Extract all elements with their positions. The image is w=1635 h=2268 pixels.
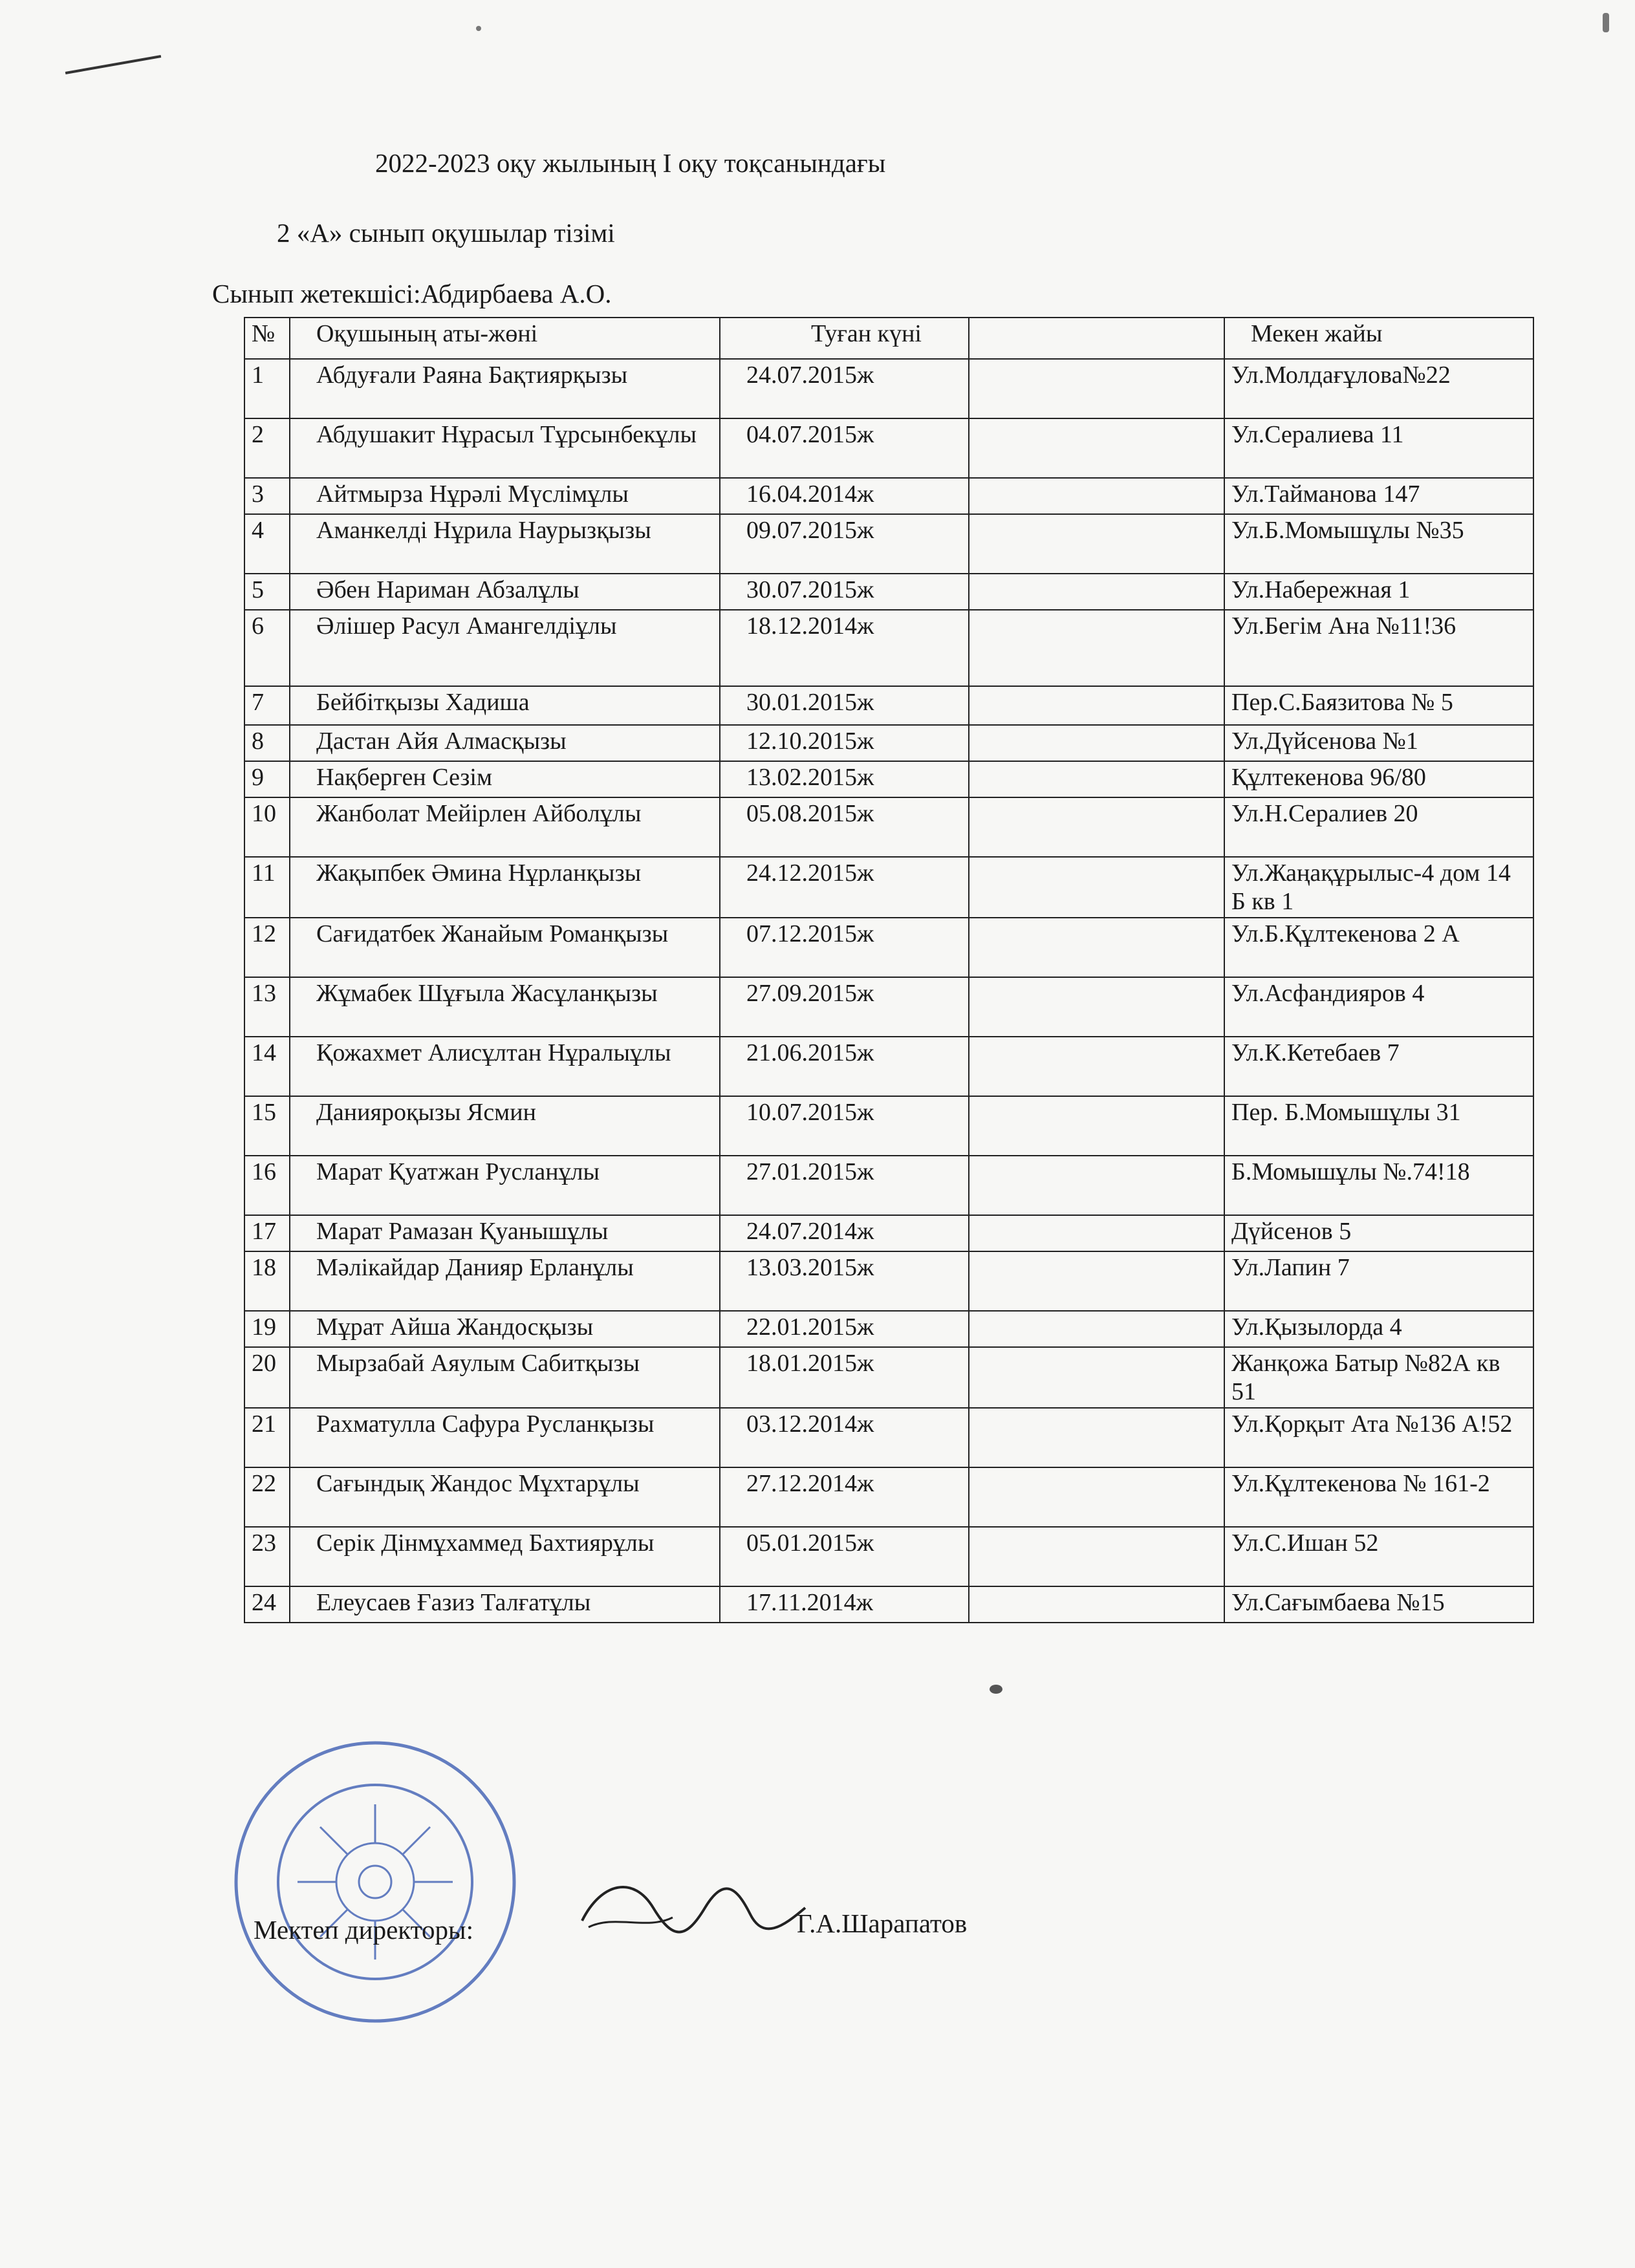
birth-date: 18.12.2014ж — [720, 610, 969, 686]
blank-cell — [969, 1311, 1224, 1347]
blank-cell — [969, 1527, 1224, 1586]
birth-date: 27.12.2014ж — [720, 1467, 969, 1527]
student-name: Нақберген Сезім — [290, 761, 720, 797]
row-number: 23 — [244, 1527, 290, 1586]
table-row — [244, 686, 1533, 725]
student-name: Дастан Айя Алмасқызы — [290, 725, 720, 761]
blank-cell — [969, 1037, 1224, 1096]
speck — [476, 26, 481, 31]
home-address: Ул.Молдағұлова№22 — [1224, 359, 1533, 418]
table-row — [244, 1096, 1533, 1156]
table-row — [244, 857, 1533, 918]
student-name: Серік Дінмұхаммед Бахтиярұлы — [290, 1527, 720, 1586]
student-name: Жақыпбек Әмина Нұрланқызы — [290, 857, 720, 918]
blank-cell — [969, 1215, 1224, 1251]
blank-column — [969, 318, 1224, 359]
birth-date: 16.04.2014ж — [720, 478, 969, 514]
birth-date: 24.12.2015ж — [720, 857, 969, 918]
student-name: Қожахмет Алисұлтан Нұралыұлы — [290, 1037, 720, 1096]
blank-cell — [969, 359, 1224, 418]
pen-mark — [65, 55, 161, 74]
birth-date: 24.07.2014ж — [720, 1215, 969, 1251]
student-name: Данияроқызы Ясмин — [290, 1096, 720, 1156]
blank-cell — [969, 761, 1224, 797]
director-label: Мектеп директоры: — [254, 1915, 473, 1945]
blank-cell — [969, 797, 1224, 857]
birth-date: 27.01.2015ж — [720, 1156, 969, 1215]
row-number: 18 — [244, 1251, 290, 1311]
row-number: 13 — [244, 977, 290, 1037]
home-address: Ул.Бегім Ана №11!36 — [1224, 610, 1533, 686]
home-address: Ул.Қызылорда 4 — [1224, 1311, 1533, 1347]
row-number: 10 — [244, 797, 290, 857]
row-number: 1 — [244, 359, 290, 418]
birth-date: 07.12.2015ж — [720, 918, 969, 977]
row-number: 5 — [244, 574, 290, 610]
table-header-row — [244, 318, 1533, 359]
home-address: Ул.Б.Момышұлы №35 — [1224, 514, 1533, 574]
student-name: Әбен Нариман Абзалұлы — [290, 574, 720, 610]
student-name: Рахматулла Сафура Русланқызы — [290, 1408, 720, 1467]
table-row — [244, 918, 1533, 977]
table-row — [244, 725, 1533, 761]
blank-cell — [969, 1408, 1224, 1467]
student-name: Марат Қуатжан Русланұлы — [290, 1156, 720, 1215]
row-number: 4 — [244, 514, 290, 574]
birth-date: 27.09.2015ж — [720, 977, 969, 1037]
table-row — [244, 761, 1533, 797]
home-address: Пер. Б.Момышұлы 31 — [1224, 1096, 1533, 1156]
table-row — [244, 1467, 1533, 1527]
row-number: 11 — [244, 857, 290, 918]
row-number: 9 — [244, 761, 290, 797]
student-name: Абдушакит Нұрасыл Тұрсынбекұлы — [290, 418, 720, 478]
row-number: 19 — [244, 1311, 290, 1347]
birth-date: 21.06.2015ж — [720, 1037, 969, 1096]
row-number: 22 — [244, 1467, 290, 1527]
student-name: Сағындық Жандос Мұхтарұлы — [290, 1467, 720, 1527]
birth-date: 18.01.2015ж — [720, 1347, 969, 1408]
table-row — [244, 574, 1533, 610]
home-address: Құлтекенова 96/80 — [1224, 761, 1533, 797]
blank-cell — [969, 1096, 1224, 1156]
home-address: Пер.С.Баязитова № 5 — [1224, 686, 1533, 725]
birth-date: 10.07.2015ж — [720, 1096, 969, 1156]
row-number: 16 — [244, 1156, 290, 1215]
table-row — [244, 478, 1533, 514]
table-row — [244, 1586, 1533, 1623]
table-row — [244, 1347, 1533, 1408]
student-name: Әлішер Расул Амангелдіұлы — [290, 610, 720, 686]
birth-date: 22.01.2015ж — [720, 1311, 969, 1347]
home-address: Ул.С.Ишан 52 — [1224, 1527, 1533, 1586]
blank-cell — [969, 686, 1224, 725]
blank-cell — [969, 514, 1224, 574]
blank-cell — [969, 1586, 1224, 1623]
director-name: Г.А.Шарапатов — [797, 1908, 968, 1938]
home-address: Ул.К.Кетебаев 7 — [1224, 1037, 1533, 1096]
home-address: Ул.Сағымбаева №15 — [1224, 1586, 1533, 1623]
student-name: Аманкелді Нұрила Наурызқызы — [290, 514, 720, 574]
row-number: 7 — [244, 686, 290, 725]
student-name: Елеусаев Ғазиз Талғатұлы — [290, 1586, 720, 1623]
student-name: Абдуғали Раяна Бақтиярқызы — [290, 359, 720, 418]
student-name: Марат Рамазан Қуанышұлы — [290, 1215, 720, 1251]
birth-date: 13.03.2015ж — [720, 1251, 969, 1311]
home-address: Ул.Тайманова 147 — [1224, 478, 1533, 514]
speck — [1603, 13, 1609, 32]
blank-cell — [969, 918, 1224, 977]
birth-date: 24.07.2015ж — [720, 359, 969, 418]
table-row — [244, 1527, 1533, 1586]
home-address: Ул.Лапин 7 — [1224, 1251, 1533, 1311]
home-address: Ул.Асфандияров 4 — [1224, 977, 1533, 1037]
col-header-address: Мекен жайы — [1224, 318, 1533, 359]
table-row — [244, 359, 1533, 418]
row-number: 24 — [244, 1586, 290, 1623]
row-number: 15 — [244, 1096, 290, 1156]
birth-date: 05.01.2015ж — [720, 1527, 969, 1586]
col-header-name: Оқушының аты-жөні — [290, 318, 720, 359]
home-address: Ул.Қорқыт Ата №136 А!52 — [1224, 1408, 1533, 1467]
table-row — [244, 1408, 1533, 1467]
blank-cell — [969, 1347, 1224, 1408]
table-row — [244, 514, 1533, 574]
row-number: 21 — [244, 1408, 290, 1467]
student-name: Мұрат Айша Жандосқызы — [290, 1311, 720, 1347]
col-header-dob: Туған күні — [720, 318, 969, 359]
blank-cell — [969, 857, 1224, 918]
table-row — [244, 1311, 1533, 1347]
birth-date: 05.08.2015ж — [720, 797, 969, 857]
blank-cell — [969, 610, 1224, 686]
students-table — [244, 317, 1534, 1623]
row-number: 14 — [244, 1037, 290, 1096]
document-title: 2022-2023 оқу жылының І оқу тоқсанындағы — [375, 148, 886, 178]
birth-date: 30.07.2015ж — [720, 574, 969, 610]
director-signature — [576, 1869, 808, 1953]
home-address: Ул.Набережная 1 — [1224, 574, 1533, 610]
birth-date: 03.12.2014ж — [720, 1408, 969, 1467]
blank-cell — [969, 574, 1224, 610]
col-header-number: № — [244, 318, 290, 359]
blank-cell — [969, 478, 1224, 514]
student-name: Бейбітқызы Хадиша — [290, 686, 720, 725]
class-list-title: 2 «А» сынып оқушылар тізімі — [277, 218, 615, 248]
home-address: Ул.Б.Құлтекенова 2 А — [1224, 918, 1533, 977]
birth-date: 09.07.2015ж — [720, 514, 969, 574]
blank-cell — [969, 1251, 1224, 1311]
class-teacher: Сынып жетекшісі:Абдирбаева А.О. — [212, 279, 612, 308]
table-row — [244, 418, 1533, 478]
blank-cell — [969, 1467, 1224, 1527]
home-address: Ул.Құлтекенова № 161-2 — [1224, 1467, 1533, 1527]
official-stamp — [226, 1733, 524, 2031]
student-name: Мырзабай Аяулым Сабитқызы — [290, 1347, 720, 1408]
table-row — [244, 610, 1533, 686]
row-number: 8 — [244, 725, 290, 761]
table-row — [244, 1156, 1533, 1215]
student-name: Жұмабек Шұғыла Жасұланқызы — [290, 977, 720, 1037]
home-address: Ул.Сералиева 11 — [1224, 418, 1533, 478]
row-number: 2 — [244, 418, 290, 478]
row-number: 6 — [244, 610, 290, 686]
table-row — [244, 977, 1533, 1037]
table-row — [244, 797, 1533, 857]
birth-date: 04.07.2015ж — [720, 418, 969, 478]
birth-date: 13.02.2015ж — [720, 761, 969, 797]
home-address: Ул.Жаңақұрылыс-4 дом 14 Б кв 1 — [1224, 857, 1533, 918]
speck — [990, 1685, 1002, 1694]
blank-cell — [969, 1156, 1224, 1215]
student-name: Жанболат Мейірлен Айболұлы — [290, 797, 720, 857]
birth-date: 12.10.2015ж — [720, 725, 969, 761]
home-address: Б.Момышұлы №.74!18 — [1224, 1156, 1533, 1215]
table-row — [244, 1251, 1533, 1311]
home-address: Дүйсенов 5 — [1224, 1215, 1533, 1251]
home-address: Ул.Дүйсенова №1 — [1224, 725, 1533, 761]
blank-cell — [969, 977, 1224, 1037]
row-number: 17 — [244, 1215, 290, 1251]
table-row — [244, 1037, 1533, 1096]
blank-cell — [969, 418, 1224, 478]
row-number: 3 — [244, 478, 290, 514]
blank-cell — [969, 725, 1224, 761]
student-name: Айтмырза Нұрәлі Мүслімұлы — [290, 478, 720, 514]
row-number: 12 — [244, 918, 290, 977]
student-name: Мәлікайдар Данияр Ерланұлы — [290, 1251, 720, 1311]
birth-date: 17.11.2014ж — [720, 1586, 969, 1623]
home-address: Ул.Н.Сералиев 20 — [1224, 797, 1533, 857]
home-address: Жанқожа Батыр №82А кв 51 — [1224, 1347, 1533, 1408]
birth-date: 30.01.2015ж — [720, 686, 969, 725]
table-row — [244, 1215, 1533, 1251]
row-number: 20 — [244, 1347, 290, 1408]
student-name: Сағидатбек Жанайым Романқызы — [290, 918, 720, 977]
